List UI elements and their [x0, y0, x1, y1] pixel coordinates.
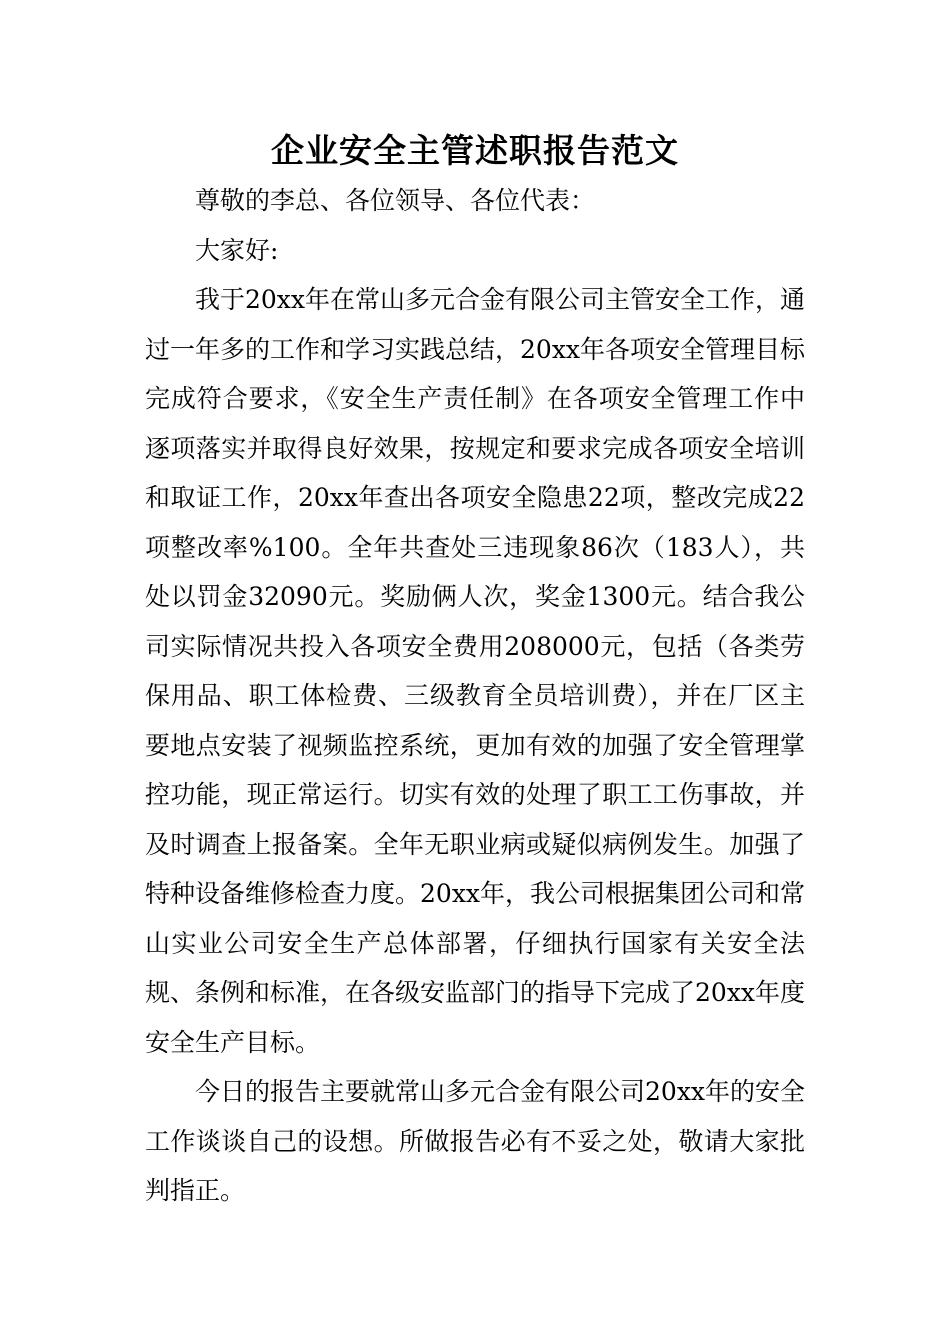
salutation: 尊敬的李总、各位领导、各位代表：	[195, 186, 596, 215]
body-paragraph: 今日的报告主要就常山多元合金有限公司20xx年的安全工作谈谈自己的设想。所做报告必有不妥之处，敬请大家批判指正。	[145, 1077, 806, 1205]
document-body	[145, 176, 805, 1216]
body-paragraph: 我于20xx年在常山多元合金有限公司主管安全工作，通过一年多的工作和学习实践总结，20xx年各项安全管理目标完成符合要求，《安全生产责任制》在各项安全管理工作中逐项落实并取得良好效果，按规定和要求完成各项安全培训和取证工作，20xx年查出各项安全隐患22项，整改完成22项整改率%100。全年共查处三违现象86次（183人），共处以罚金32090元。奖励俩人次，奖金1300元。结合我公司实际情况共投入各项安全费用208000元，包括（各类劳保用品、职工体检费、三级教育全员培训费），并在厂区主要地点安装了视频监控系统，更加有效的加强了安全管理掌控功能，现正常运行。切实有效的处理了职工工伤事故，并及时调查上报备案。全年无职业病或疑似病例发生。加强了特种设备维修检查力度。20xx年，我公司根据集团公司和常山实业公司安全生产总体部署，仔细执行国家有关安全法规、条例和标准，在各级安监部门的指导下完成了20xx年度安全生产目标。	[145, 285, 806, 1057]
greeting: 大家好:	[195, 235, 279, 265]
document-title: 企业安全主管述职报告范文	[271, 131, 679, 170]
